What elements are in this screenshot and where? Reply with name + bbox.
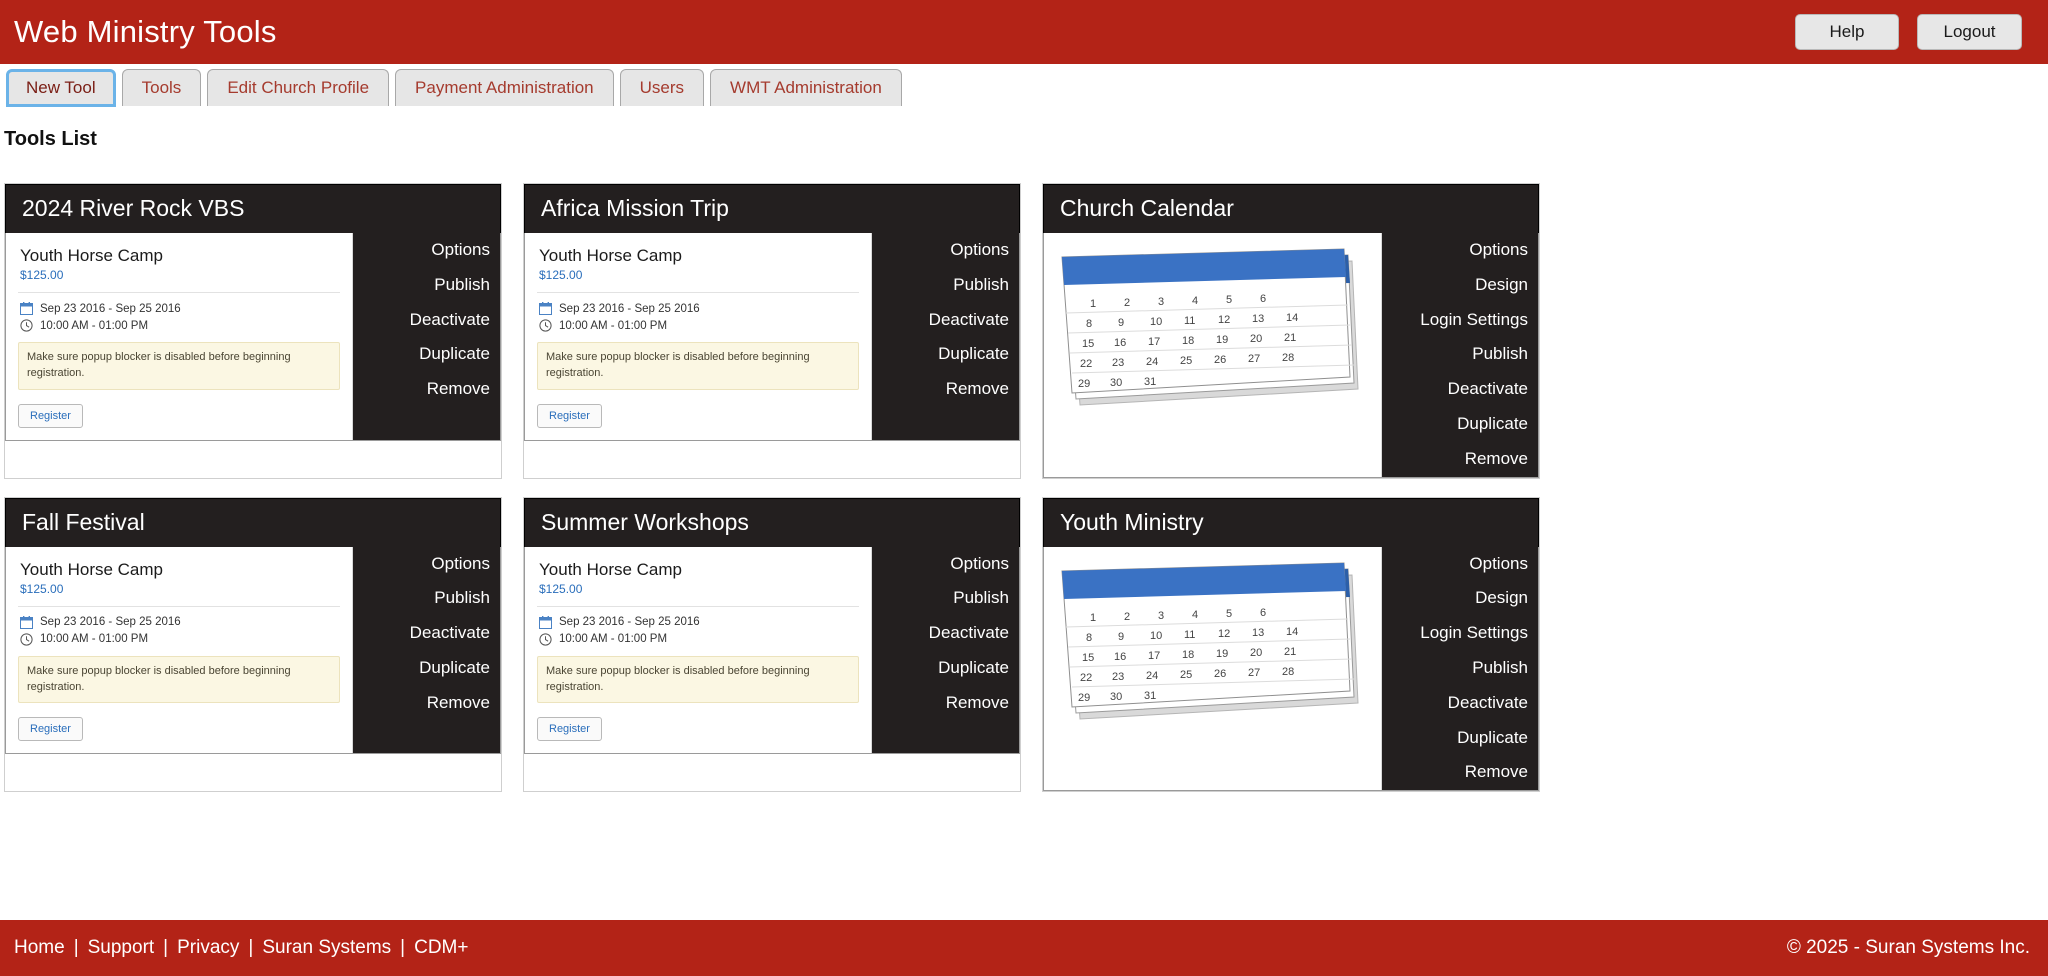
svg-text:17: 17 — [1148, 649, 1161, 662]
calendar-icon — [20, 302, 33, 315]
tool-card — [4, 183, 502, 479]
tool-card-title: Fall Festival — [5, 498, 501, 547]
svg-text:23: 23 — [1112, 670, 1125, 683]
event-dates: Sep 23 2016 - Sep 25 2016 — [559, 616, 700, 629]
tool-card — [1042, 497, 1540, 793]
svg-text:2: 2 — [1124, 610, 1131, 623]
svg-text:10: 10 — [1150, 316, 1163, 328]
tab-wmt-administration[interactable]: WMT Administration — [710, 69, 902, 106]
svg-text:22: 22 — [1080, 358, 1093, 370]
menu-item-duplicate[interactable]: Duplicate — [419, 657, 490, 677]
svg-text:13: 13 — [1252, 626, 1265, 639]
tool-card — [523, 183, 1021, 479]
menu-item-remove[interactable]: Remove — [1464, 448, 1528, 468]
main-nav-tabs — [0, 64, 2048, 106]
svg-text:27: 27 — [1248, 666, 1261, 679]
svg-text:14: 14 — [1286, 625, 1299, 638]
svg-text:26: 26 — [1214, 667, 1227, 680]
menu-item-options[interactable]: Options — [1469, 553, 1528, 573]
svg-text:4: 4 — [1192, 295, 1199, 307]
svg-text:31: 31 — [1144, 689, 1157, 702]
svg-text:21: 21 — [1284, 645, 1297, 658]
tab-users[interactable]: Users — [620, 69, 704, 106]
event-dates: Sep 23 2016 - Sep 25 2016 — [40, 302, 181, 315]
popup-blocker-note: Make sure popup blocker is disabled before beginning registration. — [18, 342, 340, 390]
menu-item-duplicate[interactable]: Duplicate — [419, 344, 490, 364]
svg-text:16: 16 — [1114, 650, 1127, 663]
svg-text:23: 23 — [1112, 357, 1125, 369]
tool-card-menu — [353, 547, 500, 754]
calendar-illustration — [1044, 547, 1381, 791]
menu-item-publish[interactable]: Publish — [434, 588, 490, 608]
clock-icon — [20, 633, 33, 646]
menu-filler — [353, 721, 500, 754]
menu-item-deactivate[interactable]: Deactivate — [1447, 692, 1528, 712]
menu-item-options[interactable]: Options — [950, 240, 1009, 259]
svg-text:18: 18 — [1182, 335, 1195, 347]
tool-card-details — [6, 233, 353, 440]
svg-text:29: 29 — [1078, 691, 1091, 704]
tool-card-body — [5, 233, 501, 441]
divider — [18, 292, 340, 293]
tool-card-title: Africa Mission Trip — [524, 184, 1020, 233]
svg-text:24: 24 — [1146, 669, 1159, 682]
tool-card-details — [525, 233, 872, 440]
calendar-illustration — [1044, 233, 1381, 477]
event-name: Youth Horse Camp — [539, 559, 683, 579]
svg-text:25: 25 — [1180, 668, 1193, 681]
menu-item-duplicate[interactable]: Duplicate — [1457, 413, 1528, 433]
svg-text:12: 12 — [1218, 627, 1231, 640]
menu-item-login-settings[interactable]: Login Settings — [1420, 309, 1528, 329]
tool-card-body — [1043, 233, 1539, 478]
svg-text:4: 4 — [1192, 608, 1199, 621]
footer-separator: | — [163, 937, 169, 958]
menu-item-duplicate[interactable]: Duplicate — [938, 344, 1009, 364]
event-price: $125.00 — [539, 581, 583, 596]
menu-filler — [872, 407, 1019, 440]
svg-text:8: 8 — [1086, 631, 1093, 644]
svg-text:29: 29 — [1078, 378, 1091, 390]
popup-blocker-note: Make sure popup blocker is disabled before beginning registration. — [18, 656, 340, 704]
svg-text:15: 15 — [1082, 651, 1095, 664]
tool-card-menu — [872, 547, 1019, 754]
svg-text:5: 5 — [1226, 607, 1233, 620]
svg-text:6: 6 — [1260, 606, 1267, 619]
svg-text:27: 27 — [1248, 353, 1261, 365]
svg-text:31: 31 — [1144, 376, 1157, 388]
svg-text:3: 3 — [1158, 609, 1165, 622]
svg-text:12: 12 — [1218, 314, 1231, 326]
menu-item-publish[interactable]: Publish — [1472, 657, 1528, 677]
tool-card-menu — [1382, 233, 1538, 477]
svg-text:5: 5 — [1226, 294, 1233, 306]
svg-text:16: 16 — [1114, 337, 1127, 349]
footer-link-support[interactable]: Support — [87, 937, 155, 958]
event-times: 10:00 AM - 01:00 PM — [40, 633, 149, 646]
event-date-row — [20, 302, 340, 315]
event-times: 10:00 AM - 01:00 PM — [40, 319, 149, 332]
footer-link-cdm-plus[interactable]: CDM+ — [414, 937, 469, 958]
event-name: Youth Horse Camp — [539, 246, 683, 265]
divider — [537, 292, 859, 293]
menu-item-deactivate[interactable]: Deactivate — [409, 309, 490, 329]
tool-card-menu — [1382, 547, 1538, 791]
menu-item-remove[interactable]: Remove — [426, 379, 490, 399]
tool-card-title: 2024 River Rock VBS — [5, 184, 501, 233]
svg-text:25: 25 — [1180, 355, 1193, 367]
tool-card-title: Youth Ministry — [1043, 498, 1539, 547]
svg-text:3: 3 — [1158, 296, 1165, 308]
register-button[interactable]: Register — [537, 404, 602, 428]
popup-blocker-note: Make sure popup blocker is disabled before beginning registration. — [537, 656, 859, 704]
logout-button[interactable]: Logout — [1917, 14, 2022, 50]
footer-link-home[interactable]: Home — [14, 937, 65, 958]
menu-filler — [353, 407, 500, 440]
calendar-icon — [539, 616, 552, 629]
event-time-row — [20, 319, 340, 332]
event-time-row — [20, 633, 340, 646]
svg-text:15: 15 — [1082, 338, 1095, 350]
menu-item-publish[interactable]: Publish — [1472, 344, 1528, 364]
event-times: 10:00 AM - 01:00 PM — [559, 319, 668, 332]
menu-item-duplicate[interactable]: Duplicate — [938, 657, 1009, 677]
tool-card-preview — [1044, 233, 1382, 477]
tool-card-body — [1043, 547, 1539, 792]
svg-text:19: 19 — [1216, 334, 1229, 346]
svg-text:8: 8 — [1086, 318, 1093, 330]
clock-icon — [539, 319, 552, 332]
tool-card-title: Summer Workshops — [524, 498, 1020, 547]
footer-separator: | — [73, 937, 79, 958]
svg-text:1: 1 — [1090, 611, 1097, 624]
menu-item-deactivate[interactable]: Deactivate — [928, 623, 1009, 643]
footer-copyright: © 2025 - Suran Systems Inc. — [1786, 937, 2030, 958]
svg-text:30: 30 — [1110, 377, 1123, 389]
svg-text:14: 14 — [1286, 312, 1299, 324]
event-name: Youth Horse Camp — [20, 246, 164, 265]
svg-text:10: 10 — [1150, 629, 1163, 642]
svg-text:20: 20 — [1250, 646, 1263, 659]
calendar-image-icon — [1052, 553, 1372, 743]
tool-card-preview — [1044, 547, 1382, 791]
event-date-row — [539, 302, 859, 315]
svg-text:30: 30 — [1110, 690, 1123, 703]
footer-link-suran-systems[interactable]: Suran Systems — [262, 937, 392, 958]
menu-item-login-settings[interactable]: Login Settings — [1420, 623, 1528, 643]
svg-text:2: 2 — [1124, 297, 1131, 309]
menu-item-remove[interactable]: Remove — [426, 692, 490, 712]
menu-item-options[interactable]: Options — [1469, 240, 1528, 259]
clock-icon — [20, 319, 33, 332]
calendar-image-icon — [1052, 239, 1372, 429]
event-dates: Sep 23 2016 - Sep 25 2016 — [40, 616, 181, 629]
svg-text:9: 9 — [1118, 317, 1125, 329]
register-button[interactable]: Register — [537, 717, 602, 741]
event-time-row — [539, 319, 859, 332]
app-header — [0, 0, 2048, 64]
svg-text:13: 13 — [1252, 313, 1265, 325]
menu-item-duplicate[interactable]: Duplicate — [1457, 727, 1528, 747]
app-footer — [0, 920, 2048, 976]
tools-list-grid — [4, 183, 2040, 792]
footer-links — [14, 937, 468, 959]
menu-item-design[interactable]: Design — [1475, 274, 1528, 294]
menu-item-options[interactable]: Options — [431, 553, 490, 573]
clock-icon — [539, 633, 552, 646]
svg-text:28: 28 — [1282, 352, 1295, 364]
event-times: 10:00 AM - 01:00 PM — [559, 633, 668, 646]
svg-text:24: 24 — [1146, 356, 1159, 368]
menu-item-remove[interactable]: Remove — [945, 379, 1009, 399]
tool-card-menu — [353, 233, 500, 440]
menu-item-deactivate[interactable]: Deactivate — [409, 623, 490, 643]
page-title: Tools List — [4, 128, 97, 150]
menu-item-design[interactable]: Design — [1475, 588, 1528, 608]
popup-blocker-note: Make sure popup blocker is disabled before beginning registration. — [537, 342, 859, 390]
svg-text:1: 1 — [1090, 298, 1097, 310]
menu-item-deactivate[interactable]: Deactivate — [928, 309, 1009, 329]
footer-separator: | — [400, 937, 406, 958]
svg-text:22: 22 — [1080, 671, 1093, 684]
svg-text:18: 18 — [1182, 648, 1195, 661]
svg-text:26: 26 — [1214, 354, 1227, 366]
event-price: $125.00 — [20, 581, 64, 596]
tool-card-body — [524, 547, 1020, 755]
menu-item-publish[interactable]: Publish — [953, 588, 1009, 608]
calendar-icon — [539, 302, 552, 315]
tool-card-body — [524, 233, 1020, 441]
tool-card — [4, 497, 502, 793]
event-date-row — [539, 616, 859, 629]
svg-text:19: 19 — [1216, 647, 1229, 660]
divider — [18, 606, 340, 607]
tool-card — [523, 497, 1021, 793]
menu-item-publish[interactable]: Publish — [434, 274, 490, 294]
footer-link-privacy[interactable]: Privacy — [177, 937, 240, 958]
svg-text:17: 17 — [1148, 336, 1161, 348]
tool-card-body — [5, 547, 501, 755]
svg-text:9: 9 — [1118, 630, 1125, 643]
event-price: $125.00 — [539, 268, 583, 282]
tool-card — [1042, 183, 1540, 479]
help-button[interactable]: Help — [1795, 14, 1899, 50]
footer-separator: | — [248, 937, 254, 958]
tab-tools[interactable]: Tools — [122, 69, 202, 106]
tool-card-title: Church Calendar — [1043, 184, 1539, 233]
menu-item-remove[interactable]: Remove — [1464, 762, 1528, 782]
event-date-row — [20, 616, 340, 629]
tool-card-details — [525, 547, 872, 754]
svg-text:11: 11 — [1184, 315, 1196, 327]
tool-card-menu — [872, 233, 1019, 440]
event-price: $125.00 — [20, 268, 64, 282]
svg-text:6: 6 — [1260, 293, 1267, 305]
menu-item-options[interactable]: Options — [950, 553, 1009, 573]
tab-payment-administration[interactable]: Payment Administration — [395, 69, 614, 106]
calendar-icon — [20, 616, 33, 629]
svg-text:28: 28 — [1282, 665, 1295, 678]
tool-card-details — [6, 547, 353, 754]
menu-item-remove[interactable]: Remove — [945, 692, 1009, 712]
event-name: Youth Horse Camp — [20, 559, 164, 579]
event-time-row — [539, 633, 859, 646]
register-button[interactable]: Register — [18, 404, 83, 428]
menu-filler — [872, 721, 1019, 754]
svg-text:11: 11 — [1184, 628, 1196, 641]
tab-new-tool[interactable]: New Tool — [6, 69, 116, 107]
svg-text:21: 21 — [1284, 332, 1297, 344]
menu-item-deactivate[interactable]: Deactivate — [1447, 379, 1528, 399]
register-button[interactable]: Register — [18, 717, 83, 741]
menu-item-options[interactable]: Options — [431, 240, 490, 259]
svg-text:20: 20 — [1250, 333, 1263, 345]
header-actions — [1795, 14, 2022, 50]
tab-edit-church-profile[interactable]: Edit Church Profile — [207, 69, 389, 106]
divider — [537, 606, 859, 607]
menu-item-publish[interactable]: Publish — [953, 274, 1009, 294]
app-title: Web Ministry Tools — [14, 14, 277, 49]
event-dates: Sep 23 2016 - Sep 25 2016 — [559, 302, 700, 315]
